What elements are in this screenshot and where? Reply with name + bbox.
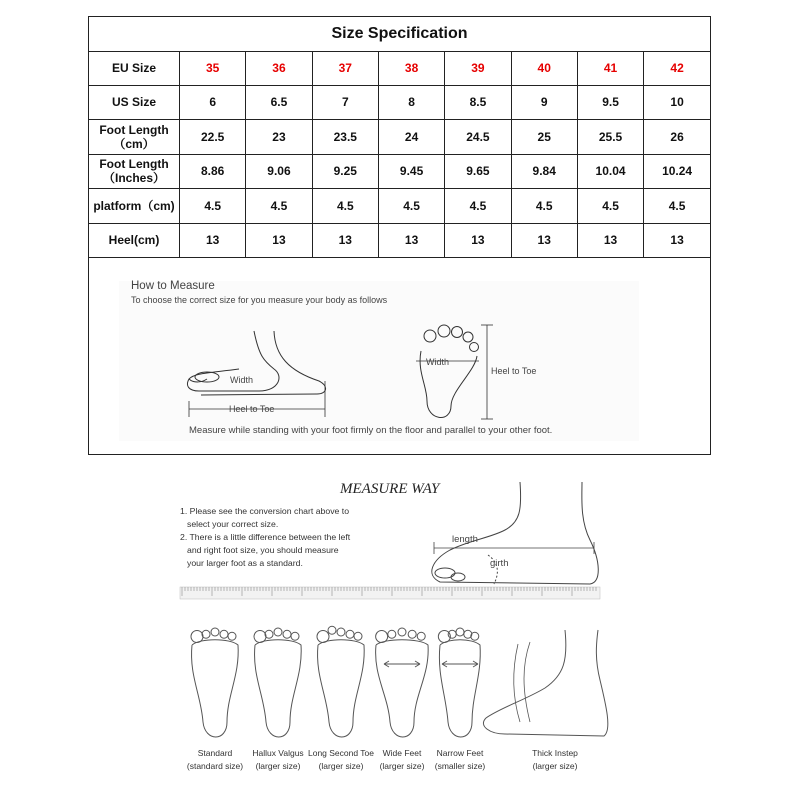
spec-cell: 24.5 (445, 120, 511, 155)
spec-cell: 13 (378, 223, 444, 258)
spec-cell: 6 (180, 85, 246, 120)
spec-cell: 9.65 (445, 154, 511, 189)
spec-cell: 4.5 (577, 189, 643, 224)
foot-type-name: Narrow Feet (436, 748, 484, 758)
spec-cell: 10.24 (644, 154, 710, 189)
spec-cell: 13 (246, 223, 312, 258)
measure-notes (180, 506, 351, 568)
spec-cell: 36 (246, 51, 312, 85)
spec-cell: 9.06 (246, 154, 312, 189)
spec-cell: 25.5 (577, 120, 643, 155)
spec-cell: 13 (180, 223, 246, 258)
spec-cell: 10.04 (577, 154, 643, 189)
spec-cell: 9.25 (312, 154, 378, 189)
howto-title: How to Measure (131, 280, 215, 292)
foot-length-girth-icon (432, 482, 598, 584)
spec-cell: 9.45 (378, 154, 444, 189)
spec-cell: 4.5 (511, 189, 577, 224)
spec-grid (89, 51, 710, 258)
spec-cell: 6.5 (246, 85, 312, 120)
howto-instruction: Measure while standing with your foot firmly on the floor and parallel to your other foot. (189, 425, 553, 436)
foot-type-name: Thick Instep (532, 748, 578, 758)
foot-type-note: (standard size) (186, 761, 244, 771)
spec-cell: 23 (246, 120, 312, 155)
measure-way-illustration (0, 460, 800, 800)
foot-type-name: Wide Feet (382, 748, 422, 758)
spec-row-label: Foot Length （Inches） (89, 154, 180, 189)
spec-row (89, 223, 710, 258)
thick-instep-foot-icon (483, 630, 607, 736)
spec-row-label: Foot Length （cm） (89, 120, 180, 155)
foot-type-note: (larger size) (255, 761, 301, 771)
spec-row-label: EU Size (89, 51, 180, 85)
spec-cell: 4.5 (312, 189, 378, 224)
sole-heel-to-toe-label: Heel to Toe (491, 366, 537, 376)
spec-cell: 26 (644, 120, 710, 155)
howto-subtitle: To choose the correct size for you measure your body as follows (131, 295, 388, 305)
how-to-measure-panel (89, 261, 710, 455)
spec-row (89, 154, 710, 189)
measure-note-line: select your correct size. (187, 519, 279, 529)
foot-type-icon (254, 628, 301, 737)
foot-type-icon (317, 626, 364, 737)
spec-cell: 24 (378, 120, 444, 155)
spec-cell: 4.5 (644, 189, 710, 224)
spec-cell: 13 (644, 223, 710, 258)
spec-cell: 8.5 (445, 85, 511, 120)
sole-width-label: Width (426, 357, 450, 367)
spec-cell: 39 (445, 51, 511, 85)
spec-cell: 13 (312, 223, 378, 258)
measure-way-section (0, 460, 800, 800)
spec-cell: 13 (511, 223, 577, 258)
length-label: length (452, 534, 478, 545)
girth-label: girth (490, 558, 509, 569)
spec-title: Size Specification (89, 17, 710, 52)
spec-cell: 4.5 (445, 189, 511, 224)
spec-cell: 8.86 (180, 154, 246, 189)
foot-type-name: Hallux Valgus (252, 748, 304, 758)
size-spec-table (88, 16, 711, 455)
side-width-label: Width (230, 375, 254, 385)
spec-cell: 40 (511, 51, 577, 85)
foot-type-icon (191, 628, 238, 737)
foot-type-note: (larger size) (532, 761, 578, 771)
spec-cell: 35 (180, 51, 246, 85)
spec-row-label: platform（cm) (89, 189, 180, 224)
foot-type-note: (larger size) (379, 761, 425, 771)
measure-note-line: and right foot size, you should measure (187, 545, 339, 555)
spec-cell: 4.5 (246, 189, 312, 224)
spec-cell: 4.5 (378, 189, 444, 224)
foot-type-note: (smaller size) (434, 761, 486, 771)
spec-row (89, 120, 710, 155)
spec-cell: 9.84 (511, 154, 577, 189)
spec-cell: 42 (644, 51, 710, 85)
foot-type-name: Long Second Toe (307, 748, 375, 758)
spec-cell: 8 (378, 85, 444, 120)
foot-type-icon (438, 628, 480, 737)
spec-cell: 9.5 (577, 85, 643, 120)
measure-note-line: your larger foot as a standard. (187, 558, 303, 568)
spec-cell: 37 (312, 51, 378, 85)
how-to-measure-illustration (89, 261, 710, 455)
spec-row-label: Heel(cm) (89, 223, 180, 258)
spec-cell: 9 (511, 85, 577, 120)
spec-cell: 13 (445, 223, 511, 258)
spec-cell: 7 (312, 85, 378, 120)
spec-cell: 10 (644, 85, 710, 120)
spec-row (89, 85, 710, 120)
measure-note-line: 1. Please see the conversion chart above to (180, 506, 350, 516)
side-heel-to-toe-label: Heel to Toe (229, 404, 275, 414)
foot-type-icon (376, 628, 429, 737)
measure-note-line: 2. There is a little difference between the left (180, 532, 351, 542)
spec-cell: 38 (378, 51, 444, 85)
spec-cell: 23.5 (312, 120, 378, 155)
foot-types-group (187, 626, 578, 771)
spec-cell: 25 (511, 120, 577, 155)
spec-row (89, 189, 710, 224)
spec-row-label: US Size (89, 85, 180, 120)
spec-row (89, 51, 710, 85)
measure-way-title: MEASURE WAY (340, 481, 440, 497)
foot-type-name: Standard (197, 748, 233, 758)
spec-cell: 22.5 (180, 120, 246, 155)
spec-cell: 41 (577, 51, 643, 85)
spec-cell: 4.5 (180, 189, 246, 224)
ruler-icon (180, 587, 600, 599)
foot-type-note: (larger size) (318, 761, 364, 771)
spec-cell: 13 (577, 223, 643, 258)
